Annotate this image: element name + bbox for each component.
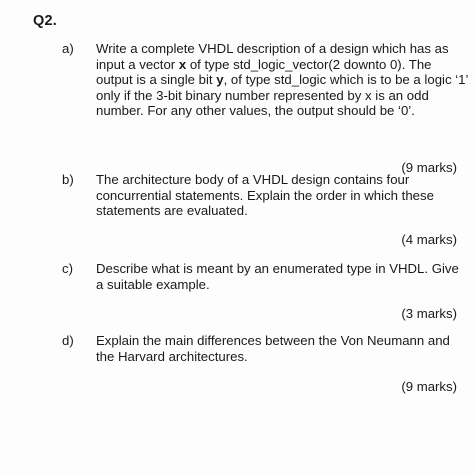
question-b-marks: (4 marks) [401,232,457,247]
question-text-line: only if the 3-bit binary number represented by x is an odd [96,87,429,103]
question-text-line: output is a single bit y, of type std_logic which is to be a logic ‘1’ [96,72,469,88]
question-text-line: number. For any other values, the output should be ‘0’. [96,103,415,119]
question-a-text [96,41,468,119]
question-d-text [96,333,468,364]
question-c-label: c) [62,261,73,276]
question-b-label: b) [62,172,74,187]
question-text-line: concurrential statements. Explain the order in which these [96,187,434,203]
question-c-text [96,261,468,292]
question-text-line: The architecture body of a VHDL design contains four [96,172,410,187]
question-heading: Q2. [33,13,57,29]
question-d-label: d) [62,333,74,348]
question-a-label: a) [62,41,74,56]
question-text-line: Describe what is meant by an enumerated type in VHDL. Give [96,261,459,276]
question-text-line: Write a complete VHDL description of a design which has as [96,41,449,56]
question-text-line: input a vector x of type std_logic_vector(2 downto 0). The [96,56,432,72]
question-text-line: the Harvard architectures. [96,348,248,364]
bold-term: y [216,72,224,88]
question-d-marks: (9 marks) [401,379,457,394]
question-c-marks: (3 marks) [401,306,457,321]
question-b-text [96,172,468,219]
question-text-line: a suitable example. [96,276,210,292]
question-text-line: Explain the main differences between the Von Neumann and [96,333,450,348]
bold-term: x [178,56,187,72]
question-a-marks: (9 marks) [401,160,457,175]
question-text-line: statements are evaluated. [96,203,248,219]
